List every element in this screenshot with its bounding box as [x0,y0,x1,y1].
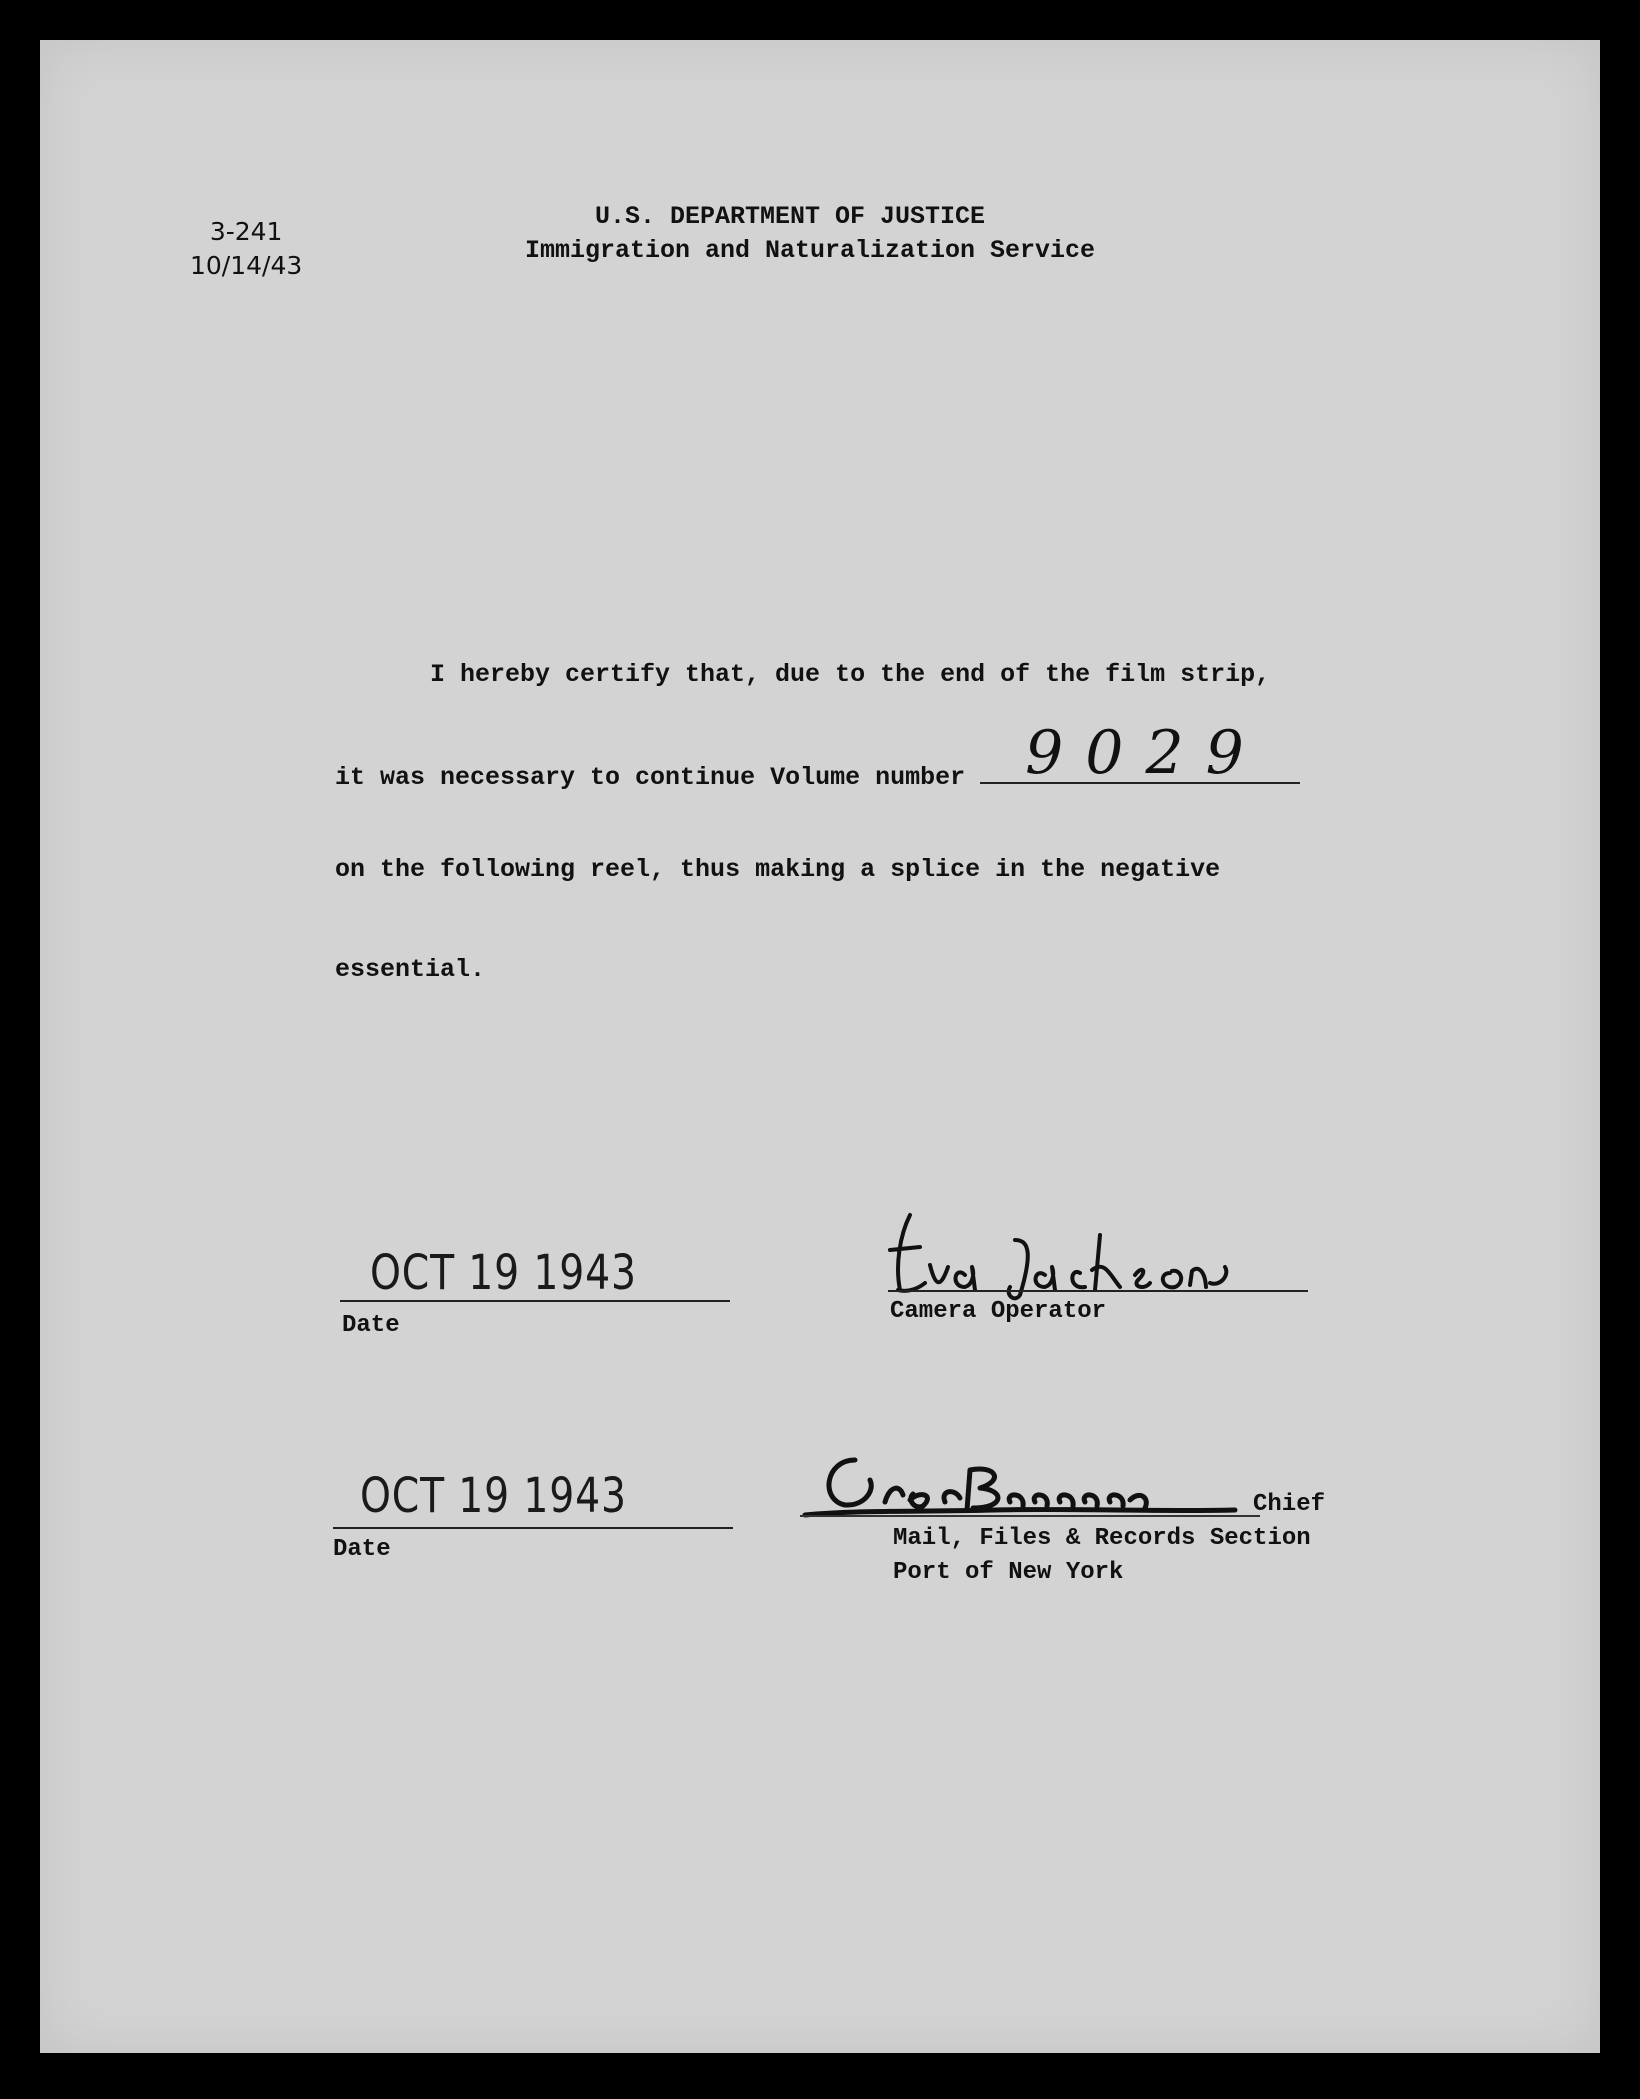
form-date: 10/14/43 [190,251,303,280]
date-label-chief: Date [333,1536,391,1563]
chief-label: Chief [1253,1491,1326,1518]
date-stamp-chief: OCT 19 1943 [360,1468,627,1524]
body-line-2 [335,718,1355,792]
document-page [40,40,1600,2053]
volume-number-field [980,718,1300,788]
signature-line-operator [888,1290,1308,1292]
volume-number: 9029 [1025,718,1266,788]
operator-signature [880,1195,1300,1305]
port-label: Port of New York [893,1559,1124,1586]
volume-prefix: it was necessary to continue Volume number [335,763,966,792]
date-line-chief [333,1527,733,1529]
body-line-1: I hereby certify that, due to the end of the film strip, [430,660,1271,689]
form-number: 3-241 [209,217,283,246]
form-code [190,215,302,283]
date-line-operator [340,1300,730,1302]
camera-operator-label: Camera Operator [890,1298,1107,1325]
service-name: Immigration and Naturalization Service [524,236,1096,265]
body-line-4: essential. [335,955,486,984]
date-stamp-operator: OCT 19 1943 [370,1245,637,1301]
body-line-3: on the following reel, thus making a splice in the negative [335,855,1221,884]
letterhead [460,200,1160,268]
department-name: U.S. DEPARTMENT OF JUSTICE [594,202,986,231]
section-label: Mail, Files & Records Section [893,1525,1311,1552]
chief-title-block [893,1488,1325,1590]
date-label-operator: Date [342,1312,400,1339]
